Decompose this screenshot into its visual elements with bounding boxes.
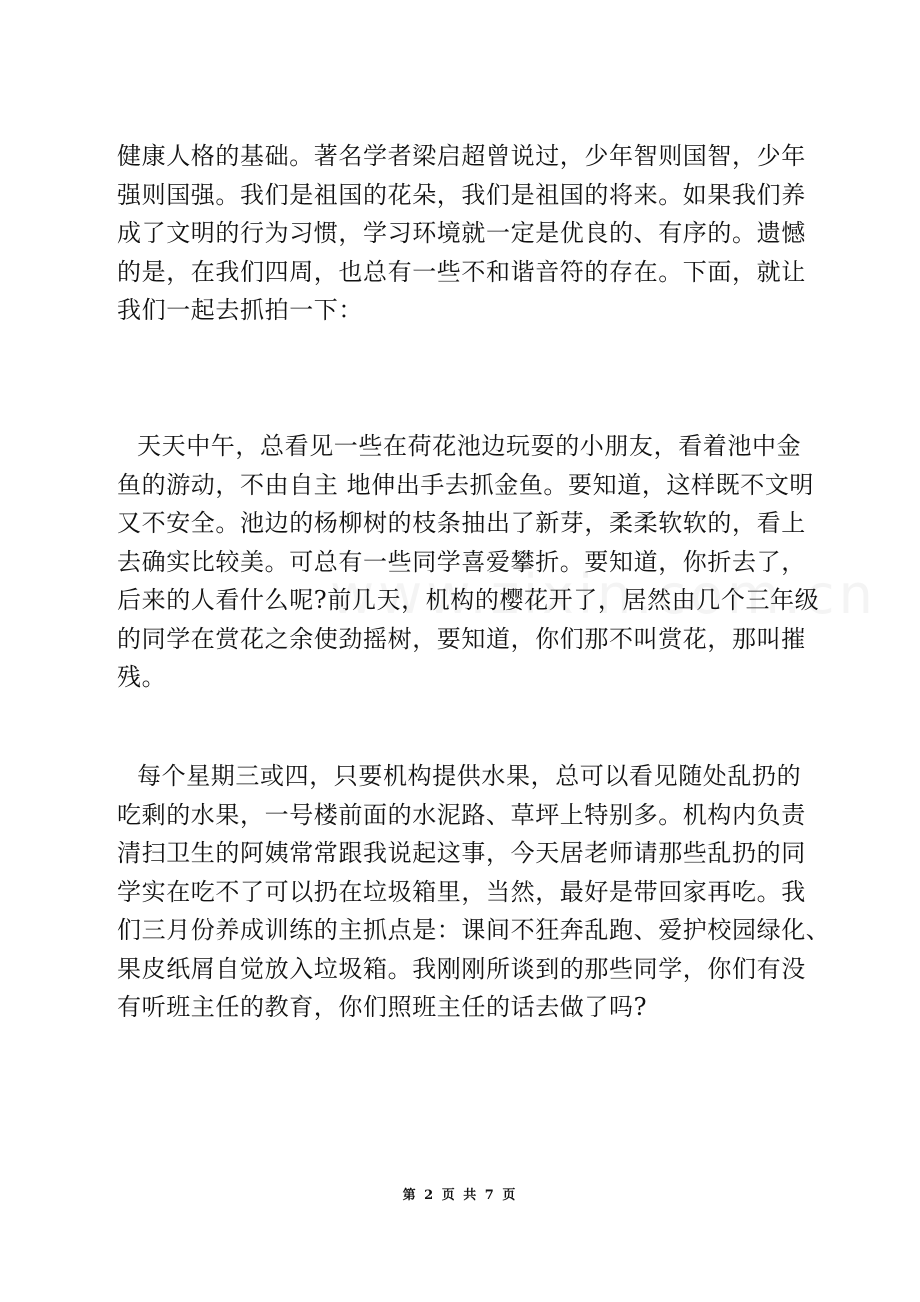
text-line: 又不安全。池边的杨柳树的枝条抽出了新芽，柔柔软软的，看上 [117,509,806,537]
text-line: 我们一起去抓拍一下： [117,296,363,324]
text-line: 的是，在我们四周，也总有一些不和谐音符的存在。下面，就让 [117,257,806,286]
text-line: 有听班主任的教育，你们照班主任的话去做了吗? [117,993,648,1021]
text-line: 果皮纸屑自觉放入垃圾箱。我刚刚所谈到的那些同学，你们有没 [117,954,806,983]
watermark [330,563,877,626]
text-line: 后来的人看什么呢?前几天，机构的樱花开了，居然由几个三年级 [117,586,820,614]
text-line: 强则国强。我们是祖国的花朵，我们是祖国的将来。如果我们养 [117,180,806,209]
text-line: 残。 [117,663,167,691]
text-line: 吃剩的水果，一号楼前面的水泥路、草坪上特别多。机构内负责 [117,800,806,829]
paragraph [117,427,820,697]
text-line: 鱼的游动，不由自主 地伸出手去抓金鱼。要知道，这样既不文明 [117,470,815,499]
text-line: 成了文明的行为习惯，学习环境就一定是优良的、有序的。遗憾 [117,219,806,247]
text-line: 们三月份养成训练的主抓点是：课间不狂奔乱跑、爱护校园绿化、 [117,916,831,944]
text-line: 每个星期三或四，只要机构提供水果，总可以看见随处乱扔的 [137,762,802,790]
text-line: 健康人格的基础。著名学者梁启超曾说过，少年智则国智，少年 [117,142,806,170]
text-line: 去确实比较美。可总有一些同学喜爱攀折。要知道，你折去了， [117,547,806,576]
text-line: 清扫卫生的阿姨常常跟我说起这事，今天居老师请那些乱扔的同 [117,839,806,867]
page-number-footer: 第 2 页 共 7 页 [402,1188,518,1203]
paragraph [117,757,831,1027]
text-line: 学实在吃不了可以扔在垃圾箱里，当然，最好是带回家再吃。我 [117,877,806,906]
text-line: 天天中午，总看见一些在荷花池边玩耍的小朋友，看着池中金 [137,432,802,460]
text-line: 的同学在赏花之余使劲摇树，要知道，你们那不叫赏花，那叫摧 [117,624,806,653]
paragraph [117,137,817,330]
